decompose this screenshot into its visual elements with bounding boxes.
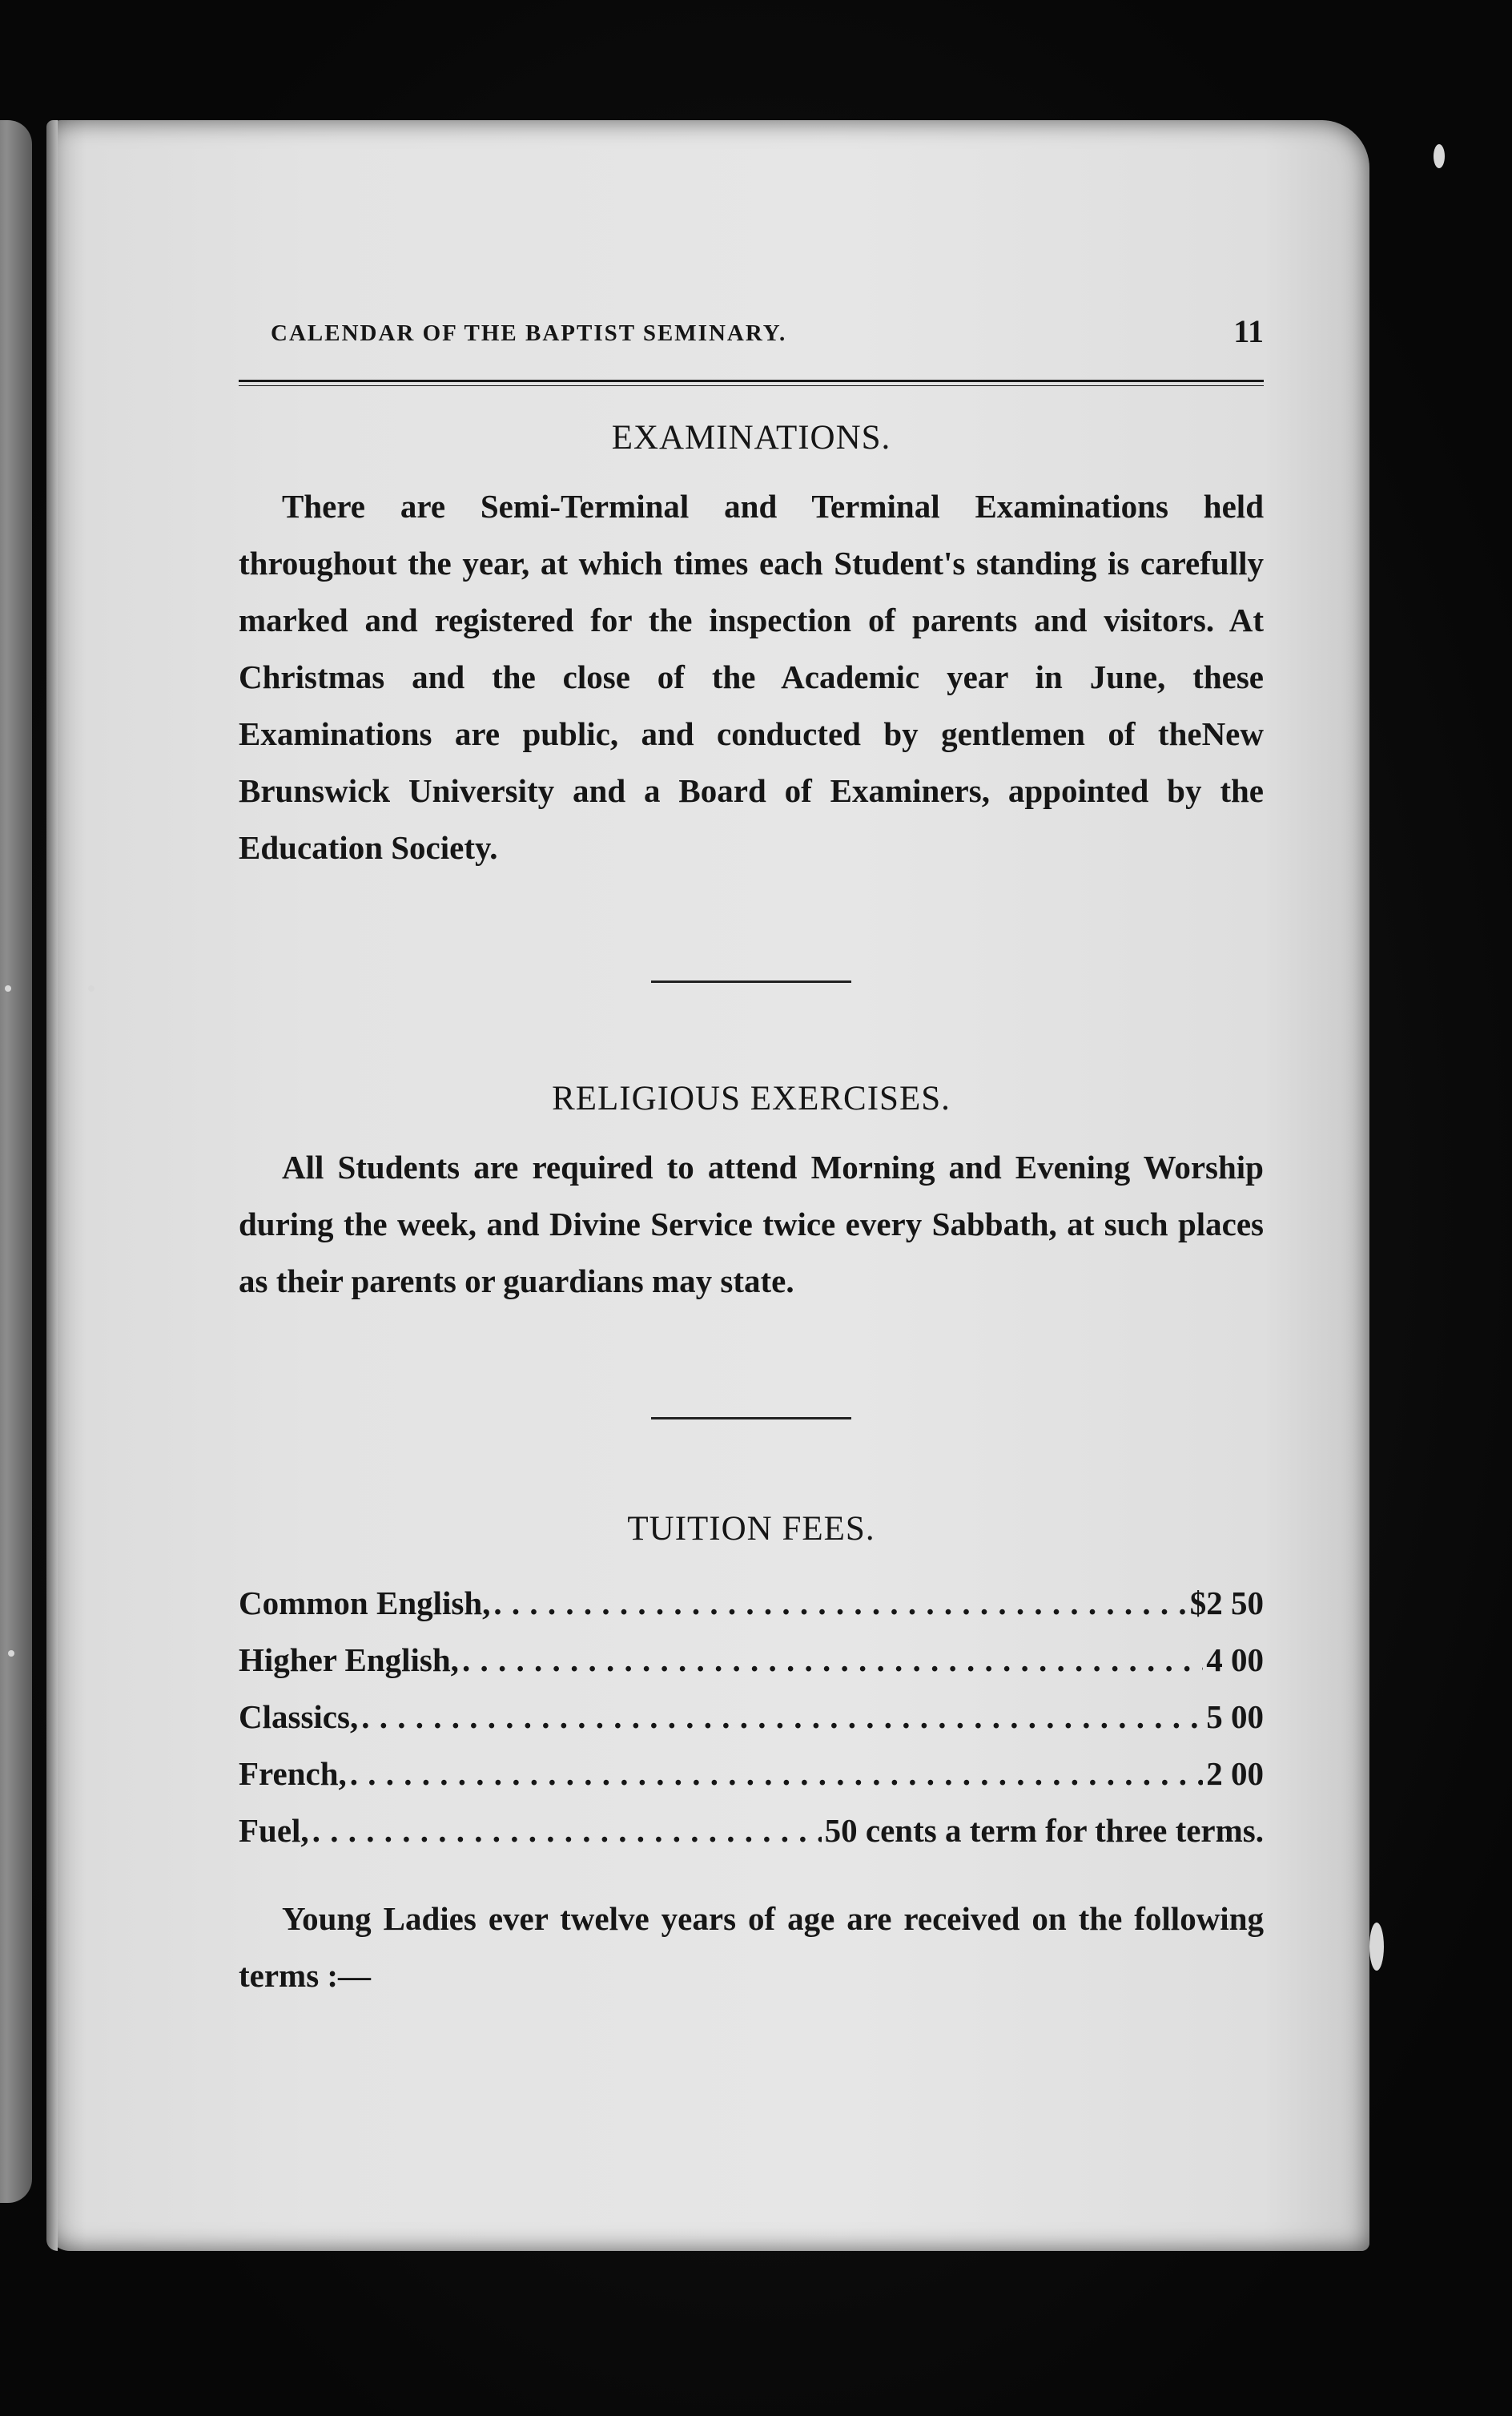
header-rule	[239, 380, 1264, 386]
fee-label: Common English,	[239, 1584, 491, 1621]
fee-row	[239, 1641, 1264, 1697]
running-title: CALENDAR OF THE BAPTIST SEMINARY.	[271, 320, 787, 346]
dust-speck	[8, 1650, 14, 1657]
fee-row	[239, 1697, 1264, 1754]
fee-amount: 4 00	[1206, 1641, 1264, 1678]
dot-leader	[493, 1584, 1186, 1622]
young-ladies-paragraph: Young Ladies ever twelve years of age are received on the following terms :—	[239, 1900, 1264, 1994]
page-spine-shadow	[46, 120, 58, 2251]
page-content	[239, 313, 1264, 2004]
dot-leader	[312, 1811, 822, 1850]
fee-amount: 2 00	[1206, 1755, 1264, 1792]
running-head	[239, 313, 1264, 368]
fee-amount: 50 cents a term for three terms.	[824, 1812, 1264, 1849]
facing-page-edge	[0, 120, 32, 2203]
fee-amount: 5 00	[1206, 1698, 1264, 1735]
dust-speck	[1369, 1923, 1384, 1971]
religious-exercises-heading: RELIGIOUS EXERCISES.	[552, 1080, 951, 1117]
fee-label: Classics,	[239, 1698, 359, 1735]
fee-list	[239, 1584, 1264, 1868]
book-page	[46, 120, 1369, 2251]
page-number: 11	[1233, 313, 1264, 349]
fee-row	[239, 1584, 1264, 1641]
fee-label: Fuel,	[239, 1812, 309, 1849]
section-divider	[651, 1417, 851, 1419]
dot-leader	[361, 1697, 1203, 1736]
examinations-paragraph: There are Semi-Terminal and Terminal Examinations held throughout the year, at which times each Student's standing is carefully marked and registered for the inspection of parents and visitors. At Christmas and the close of the Academic year in June, these Examinations are public, and conducted by gentlemen of theNew Brunswick University and a Board of Examiners, appointed by the Education Society.	[239, 488, 1264, 866]
fee-label: Higher English,	[239, 1641, 459, 1678]
dot-leader	[350, 1754, 1203, 1793]
fee-label: French,	[239, 1755, 347, 1792]
section-divider	[651, 980, 851, 983]
fee-row	[239, 1811, 1264, 1868]
dot-leader	[462, 1641, 1203, 1679]
fee-row	[239, 1754, 1264, 1811]
religious-exercises-paragraph: All Students are required to attend Morning and Evening Worship during the week, and Divine Service twice every Sabbath, at such places as their parents or guardians may state.	[239, 1149, 1264, 1299]
dust-speck	[5, 985, 11, 992]
fee-amount: $2 50	[1189, 1584, 1264, 1621]
examinations-heading: EXAMINATIONS.	[611, 419, 891, 457]
tuition-fees-heading: TUITION FEES.	[627, 1510, 875, 1548]
dust-speck	[88, 985, 94, 992]
dust-speck	[1434, 144, 1445, 168]
